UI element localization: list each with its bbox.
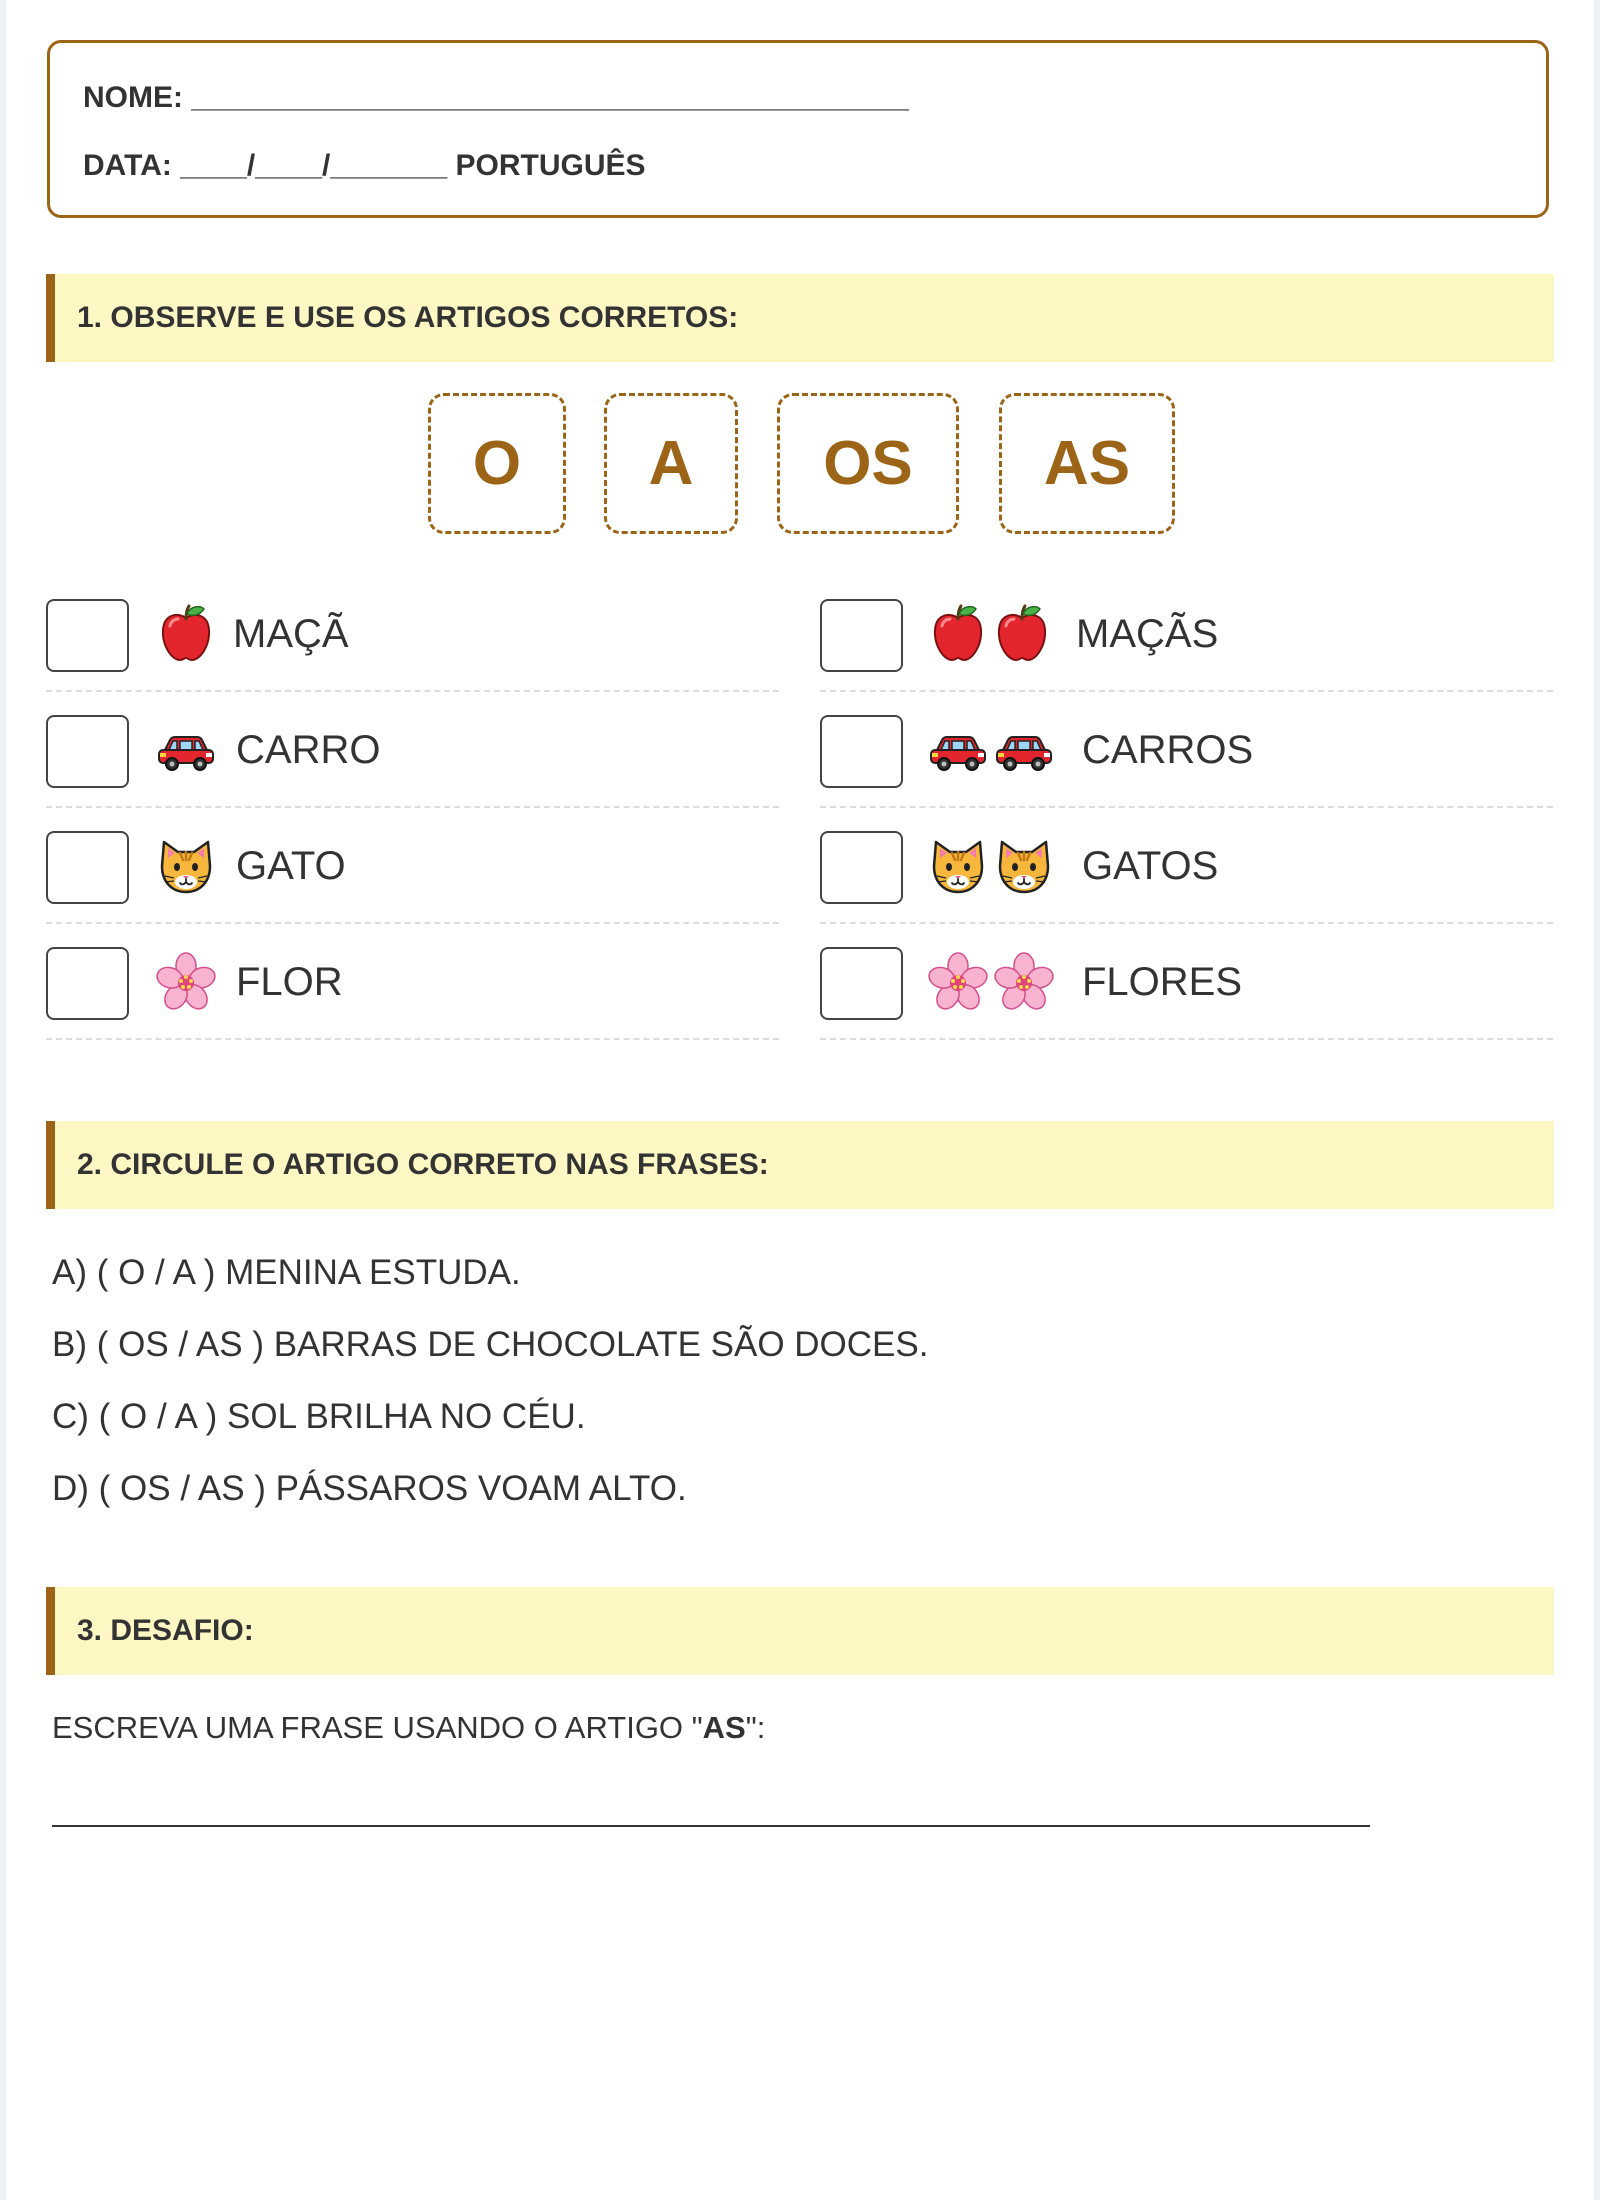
item-word: CARRO xyxy=(236,728,381,772)
item-word: CARROS xyxy=(1082,728,1254,772)
item-row-gatos xyxy=(820,808,1553,924)
answer-line[interactable] xyxy=(52,1825,1370,1827)
item-word: MAÇÃS xyxy=(1076,612,1219,656)
item-row-maca xyxy=(46,576,779,692)
answer-box[interactable] xyxy=(820,715,903,788)
section-2-header xyxy=(46,1121,1554,1209)
item-word: FLORES xyxy=(1082,960,1243,1004)
answer-box[interactable] xyxy=(820,831,903,904)
item-row-macas xyxy=(820,576,1553,692)
cat-icon xyxy=(156,836,216,896)
two-flowers-icon xyxy=(928,952,1056,1012)
answer-box[interactable] xyxy=(46,831,129,904)
item-row-flores xyxy=(820,924,1553,1040)
car-icon xyxy=(156,720,216,780)
sentence-c[interactable]: C) ( O / A ) SOL BRILHA NO CÉU. xyxy=(52,1397,586,1436)
item-word: GATOS xyxy=(1082,844,1219,888)
section-3-title: 3. DESAFIO: xyxy=(77,1614,254,1647)
apple-icon xyxy=(156,604,216,664)
answer-box[interactable] xyxy=(46,947,129,1020)
article-card-a: A xyxy=(604,393,738,534)
subject-label: PORTUGUÊS xyxy=(455,149,646,182)
sentence-d[interactable]: D) ( OS / AS ) PÁSSAROS VOAM ALTO. xyxy=(52,1469,687,1508)
name-field-label: NOME: ___________________________________________ xyxy=(83,81,909,114)
answer-box[interactable] xyxy=(46,599,129,672)
two-cars-icon xyxy=(928,720,1056,780)
answer-box[interactable] xyxy=(820,599,903,672)
item-word: GATO xyxy=(236,844,346,888)
sentence-a[interactable]: A) ( O / A ) MENINA ESTUDA. xyxy=(52,1253,521,1292)
article-card-os: OS xyxy=(777,393,959,534)
article-card-o: O xyxy=(428,393,566,534)
section-1-title: 1. OBSERVE E USE OS ARTIGOS CORRETOS: xyxy=(77,301,739,334)
date-field-label xyxy=(83,149,646,183)
section-3-header xyxy=(46,1587,1554,1675)
answer-box[interactable] xyxy=(820,947,903,1020)
item-word: MAÇÃ xyxy=(233,612,349,656)
header-box xyxy=(47,40,1549,218)
section-2-title: 2. CIRCULE O ARTIGO CORRETO NAS FRASES: xyxy=(77,1148,769,1181)
answer-box[interactable] xyxy=(46,715,129,788)
flower-icon xyxy=(156,952,216,1012)
two-apples-icon xyxy=(928,604,1056,664)
item-row-gato xyxy=(46,808,779,924)
article-card-as: AS xyxy=(999,393,1175,534)
item-row-flor xyxy=(46,924,779,1040)
challenge-prompt: ESCREVA UMA FRASE USANDO O ARTIGO "AS": xyxy=(52,1710,766,1745)
item-row-carro xyxy=(46,692,779,808)
sentence-b[interactable]: B) ( OS / AS ) BARRAS DE CHOCOLATE SÃO DOCES. xyxy=(52,1325,929,1364)
two-cats-icon xyxy=(928,836,1056,896)
worksheet xyxy=(6,0,1594,2200)
item-row-carros xyxy=(820,692,1553,808)
item-word: FLOR xyxy=(236,960,343,1004)
date-label: DATA: ____/____/_______ xyxy=(83,149,448,182)
section-1-header xyxy=(46,274,1554,362)
